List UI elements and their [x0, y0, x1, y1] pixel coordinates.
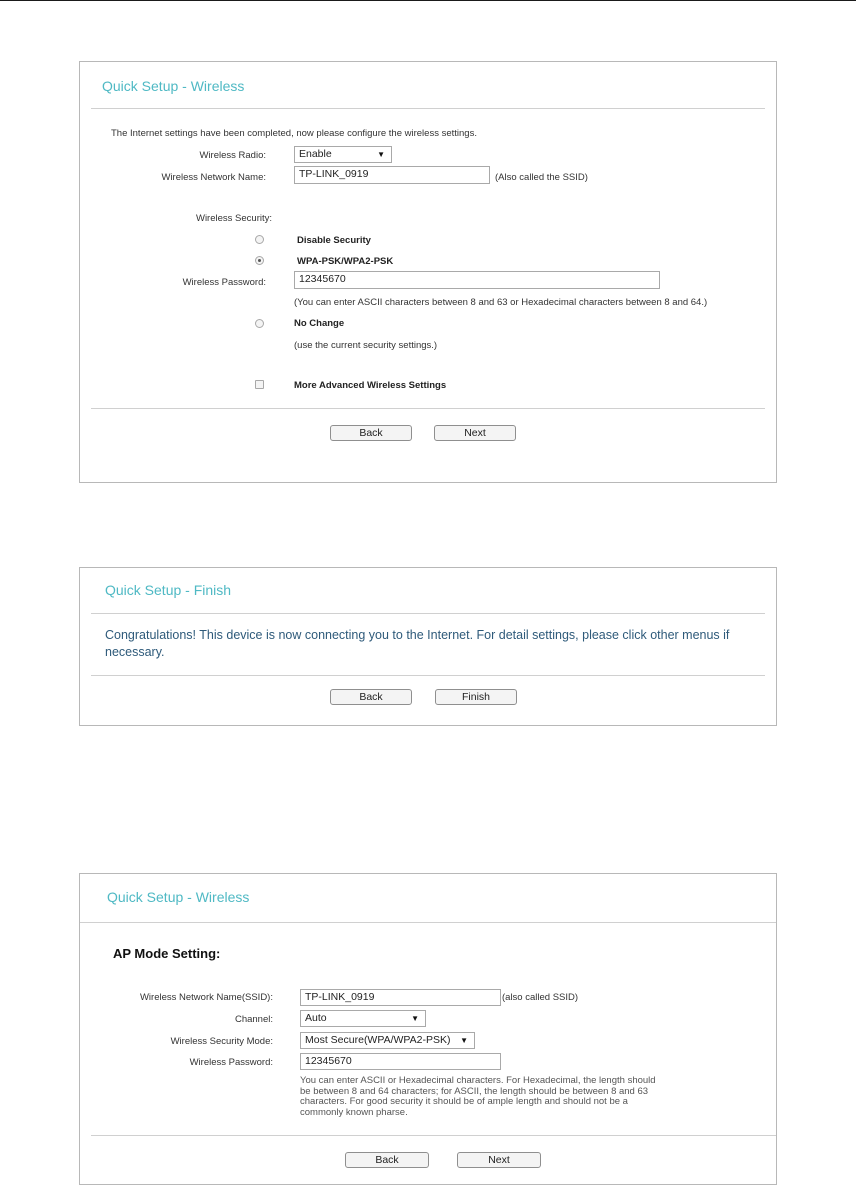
- security-mode-select[interactable]: [300, 1032, 475, 1049]
- channel-label: Channel:: [234, 1014, 273, 1025]
- no-change-radio[interactable]: [255, 319, 264, 328]
- wireless-security-label: Wireless Security:: [195, 213, 272, 224]
- panel-title: Quick Setup - Wireless: [107, 889, 250, 905]
- top-border-line: [0, 0, 856, 1]
- ssid-note: (also called SSID): [502, 992, 579, 1003]
- disable-security-radio[interactable]: [255, 235, 264, 244]
- footer-divider: [91, 1135, 776, 1136]
- no-change-note: (use the current security settings.): [294, 340, 438, 351]
- note-line-3: characters. For good security it should be of ample length and should not be a: [300, 1096, 628, 1107]
- ap-mode-wireless-panel: [79, 873, 777, 1185]
- title-divider: [91, 108, 765, 109]
- back-button[interactable]: Back: [345, 1152, 429, 1168]
- footer-divider: [91, 675, 765, 676]
- note-line-2: be between 8 and 64 characters; for ASCII, the length should be between 8 and 63: [300, 1085, 649, 1097]
- back-button[interactable]: Back: [330, 689, 412, 705]
- next-button[interactable]: Next: [457, 1152, 541, 1168]
- dropdown-arrow-icon: ▼: [460, 1036, 468, 1045]
- wireless-radio-label: Wireless Radio:: [199, 150, 266, 161]
- wireless-radio-select[interactable]: [294, 146, 392, 163]
- note-line-1: You can enter ASCII or Hexadecimal characters. For Hexadecimal, the length should: [300, 1075, 656, 1086]
- ssid-value: TP-LINK_0919: [299, 168, 369, 180]
- channel-value: Auto: [305, 1012, 327, 1024]
- channel-select[interactable]: [300, 1010, 426, 1027]
- wpa-psk-label: WPA-PSK/WPA2-PSK: [297, 256, 394, 267]
- quick-setup-finish-panel: [79, 567, 777, 726]
- password-help-note: [300, 1076, 685, 1118]
- security-mode-value: Most Secure(WPA/WPA2-PSK): [305, 1034, 451, 1046]
- panel-title: Quick Setup - Finish: [105, 582, 232, 598]
- password-label: Wireless Password:: [189, 1057, 273, 1068]
- next-button[interactable]: Next: [434, 425, 516, 441]
- congratulations-message: [105, 627, 765, 661]
- password-value: 12345670: [299, 273, 346, 285]
- quick-setup-wireless-panel: [79, 61, 777, 483]
- wireless-network-name-input[interactable]: [294, 166, 490, 184]
- disable-security-label: Disable Security: [297, 235, 371, 246]
- wpa-psk-radio[interactable]: [255, 256, 264, 265]
- footer-divider: [91, 408, 765, 409]
- ssid-input[interactable]: [300, 989, 501, 1006]
- ssid-value: TP-LINK_0919: [305, 991, 375, 1003]
- no-change-label: No Change: [294, 318, 345, 329]
- wireless-radio-value: Enable: [299, 148, 332, 160]
- wireless-network-name-label: Wireless Network Name:: [161, 172, 266, 183]
- wireless-password-input[interactable]: [294, 271, 660, 289]
- message-line-1: Congratulations! This device is now connecting you to the Internet. For detail settings, please click other menus if: [105, 628, 730, 642]
- title-divider: [91, 613, 765, 614]
- title-divider: [80, 922, 776, 923]
- panel-title: Quick Setup - Wireless: [102, 78, 245, 94]
- password-value: 12345670: [305, 1055, 352, 1067]
- note-line-4: commonly known pharse.: [300, 1106, 408, 1118]
- back-button[interactable]: Back: [330, 425, 412, 441]
- security-mode-label: Wireless Security Mode:: [170, 1036, 273, 1047]
- ap-mode-heading: AP Mode Setting:: [113, 946, 221, 961]
- password-input[interactable]: [300, 1053, 501, 1070]
- ssid-label: Wireless Network Name(SSID):: [139, 992, 273, 1003]
- advanced-settings-checkbox[interactable]: [255, 380, 264, 389]
- password-note: (You can enter ASCII characters between 8 and 63 or Hexadecimal characters between 8 and 64.): [294, 297, 708, 308]
- intro-text: The Internet settings have been completed, now please configure the wireless settings.: [111, 128, 477, 139]
- finish-button[interactable]: Finish: [435, 689, 517, 705]
- ssid-note: (Also called the SSID): [495, 172, 588, 183]
- wireless-password-label: Wireless Password:: [182, 277, 266, 288]
- advanced-settings-label: More Advanced Wireless Settings: [294, 380, 447, 391]
- dropdown-arrow-icon: ▼: [377, 150, 385, 159]
- dropdown-arrow-icon: ▼: [411, 1014, 419, 1023]
- message-line-2: necessary.: [105, 645, 165, 659]
